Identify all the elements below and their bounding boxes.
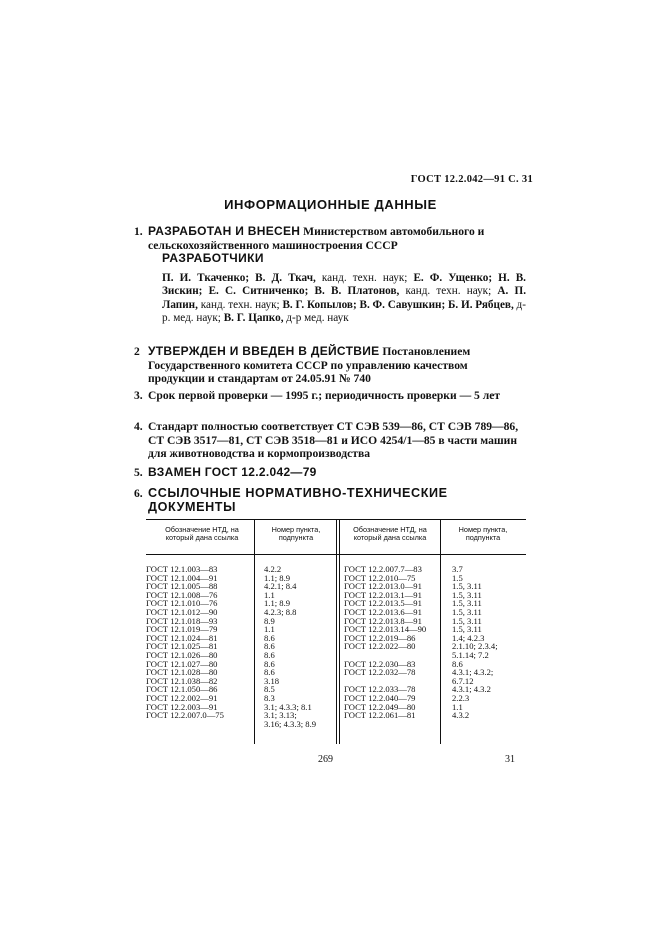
section-1 xyxy=(134,224,526,252)
point-cell: 3.1; 3.13; xyxy=(264,710,297,721)
doc-cell: ГОСТ 12.2.013.6—91 xyxy=(344,606,422,617)
doc-cell: ГОСТ 12.2.010—75 xyxy=(344,572,416,583)
document-code: ГОСТ 12.2.042—91 С. 31 xyxy=(410,174,533,185)
doc-cell: ГОСТ 12.1.003—83 xyxy=(146,564,218,574)
point-cell: 1.1; 8.9 xyxy=(264,598,291,609)
point-cell: 5.1.14; 7.2 xyxy=(452,649,489,660)
doc-cell: ГОСТ 12.2.019—86 xyxy=(344,632,416,643)
doc-cell: ГОСТ 12.2.033—78 xyxy=(344,684,416,695)
developer-names: А. П. Лапин, xyxy=(162,285,526,311)
header-point-left: Номер пункта, подпункта xyxy=(271,525,321,542)
point-cell: 4.3.2 xyxy=(452,710,470,721)
developer-names: В. Г. Цапко, xyxy=(223,312,284,325)
doc-cell: ГОСТ 12.1.050—86 xyxy=(146,684,218,695)
doc-cell: ГОСТ 12.2.002—91 xyxy=(146,692,218,703)
section-number: 5. xyxy=(134,466,143,479)
point-cell: 4.3.1; 4.3.2; xyxy=(452,667,494,678)
point-cell: 4.2.2 xyxy=(264,564,282,574)
doc-cell: ГОСТ 12.1.008—76 xyxy=(146,589,218,600)
left-points-column xyxy=(264,565,316,728)
left-docs-column xyxy=(146,565,224,728)
doc-cell: ГОСТ 12.2.007.7—83 xyxy=(344,564,422,574)
point-cell: 4.3.1; 4.3.2 xyxy=(452,684,491,695)
section-5 xyxy=(134,465,526,480)
point-cell: 2.2.3 xyxy=(452,692,470,703)
developer-degree: д-р. мед. наук; xyxy=(162,298,526,325)
section-number: 1. xyxy=(134,225,143,238)
point-cell: 3.18 xyxy=(264,675,280,686)
page-number-right: 31 xyxy=(505,754,515,765)
doc-cell: ГОСТ 12.2.013.5—91 xyxy=(344,598,422,609)
doc-cell: ГОСТ 12.1.038—82 xyxy=(146,675,218,686)
developer-names: В. Г. Копылов; В. Ф. Савушкин; Б. И. Рябцев, xyxy=(282,298,514,311)
doc-cell: ГОСТ 12.1.028—80 xyxy=(146,667,218,678)
doc-cell: ГОСТ 12.1.010—76 xyxy=(146,598,218,609)
point-cell: 1.5, 3.11 xyxy=(452,581,482,592)
developers-list xyxy=(162,272,526,326)
point-cell: 8.6 xyxy=(264,658,275,669)
doc-cell: ГОСТ 12.2.013.1—91 xyxy=(344,589,422,600)
page-number-center: 269 xyxy=(318,754,333,765)
point-cell: 1.5, 3.11 xyxy=(452,606,482,617)
point-cell: 3.1; 4.3.3; 8.1 xyxy=(264,701,312,712)
point-cell: 1.5 xyxy=(452,572,463,583)
section-heading: РАЗРАБОТАН И ВНЕСЕН xyxy=(148,224,301,238)
point-cell: 1.5, 3.11 xyxy=(452,615,482,626)
doc-cell: ГОСТ 12.2.061—81 xyxy=(344,710,416,721)
doc-cell: ГОСТ 12.2.013.8—91 xyxy=(344,615,422,626)
doc-cell: ГОСТ 12.2.007.0—75 xyxy=(146,710,224,721)
header-point-right: Номер пункта, подпункта xyxy=(458,525,508,542)
section-2 xyxy=(134,344,526,386)
point-cell: 2.1.10; 2.3.4; xyxy=(452,641,498,652)
section-6 xyxy=(134,486,526,514)
point-cell: 8.6 xyxy=(452,658,463,669)
header-doc-right: Обозначение НТД, на который дана ссылка xyxy=(353,525,427,542)
developer-degree: канд. техн. наук; xyxy=(399,285,498,298)
doc-cell: ГОСТ 12.2.032—78 xyxy=(344,667,416,678)
doc-cell: ГОСТ 12.2.030—83 xyxy=(344,658,416,669)
section-text: Постановлением Государственного комитета СССР по управлению качеством продукции и стандартам от 24.05.91 № 740 xyxy=(148,345,471,386)
developer-degree: канд. техн. наук; xyxy=(197,298,283,311)
point-cell: 4.2.1; 8.4 xyxy=(264,581,297,592)
point-cell: 8.5 xyxy=(264,684,275,695)
header-doc-left: Обозначение НТД, на который дана ссылка xyxy=(165,525,239,542)
doc-cell: ГОСТ 12.1.026—80 xyxy=(146,649,218,660)
section-number: 4. xyxy=(134,420,143,433)
point-cell: 3.7 xyxy=(452,564,463,574)
reference-table xyxy=(146,519,526,744)
developer-degree: д-р мед. наук xyxy=(283,312,349,325)
doc-cell: ГОСТ 12.1.019—79 xyxy=(146,624,218,635)
section-number: 3. xyxy=(134,389,143,402)
point-cell: 1.5, 3.11 xyxy=(452,598,482,609)
section-text: Срок первой проверки — 1995 г.; периодичность проверки — 5 лет xyxy=(148,389,501,402)
doc-cell: ГОСТ 12.1.005—88 xyxy=(146,581,218,592)
section-3 xyxy=(134,389,526,403)
doc-cell: ГОСТ 12.2.003—91 xyxy=(146,701,218,712)
right-points-column xyxy=(452,565,498,728)
right-docs-column xyxy=(344,565,426,728)
point-cell: 8.6 xyxy=(264,641,275,652)
doc-cell: ГОСТ 12.1.024—81 xyxy=(146,632,218,643)
section-number: 6. xyxy=(134,487,143,500)
doc-cell: ГОСТ 12.1.027—80 xyxy=(146,658,218,669)
point-cell: 1.1 xyxy=(452,701,463,712)
column-divider xyxy=(254,520,255,744)
section-number: 2 xyxy=(134,345,140,358)
doc-cell xyxy=(344,720,426,729)
doc-cell: ГОСТ 12.2.049—80 xyxy=(344,701,416,712)
developer-degree: канд. техн. наук; xyxy=(315,272,414,284)
doc-cell: ГОСТ 12.2.013.0—91 xyxy=(344,581,422,592)
point-cell: 8.3 xyxy=(264,692,275,703)
doc-cell: ГОСТ 12.2.040—79 xyxy=(344,692,416,703)
doc-cell xyxy=(146,720,224,729)
point-cell: 1.1 xyxy=(264,624,275,635)
point-cell: 1.1 xyxy=(264,589,275,600)
section-heading: ВЗАМЕН ГОСТ 12.2.042—79 xyxy=(148,465,317,479)
point-cell: 1.5, 3.11 xyxy=(452,624,482,635)
doc-cell: ГОСТ 12.1.012—90 xyxy=(146,606,218,617)
point-cell: 4.2.3; 8.8 xyxy=(264,606,297,617)
doc-cell: ГОСТ 12.1.004—91 xyxy=(146,572,218,583)
point-cell: 6.7.12 xyxy=(452,675,474,686)
section-heading: УТВЕРЖДЕН И ВВЕДЕН В ДЕЙСТВИЕ xyxy=(148,344,380,358)
developer-names: П. И. Ткаченко; В. Д. Ткач, xyxy=(162,272,316,284)
section-4 xyxy=(134,420,526,461)
developers-heading: РАЗРАБОТЧИКИ xyxy=(162,251,264,265)
doc-cell: ГОСТ 12.1.018—93 xyxy=(146,615,218,626)
section-text: Министерством автомобильного и сельскохозяйственного машиностроения СССР xyxy=(148,225,485,252)
point-cell: 1.1; 8.9 xyxy=(264,572,291,583)
point-cell: 3.16; 4.3.3; 8.9 xyxy=(264,718,317,729)
point-cell: 8.6 xyxy=(264,632,275,643)
point-cell: 8.6 xyxy=(264,667,275,678)
section-heading: ССЫЛОЧНЫЕ НОРМАТИВНО-ТЕХНИЧЕСКИЕ ДОКУМЕНТЫ xyxy=(148,486,448,514)
developer-names: Е. Ф. Ущенко; Н. В. Зискин; Е. С. Ситниченко; В. В. Платонов, xyxy=(162,272,526,298)
doc-cell: ГОСТ 12.1.025—81 xyxy=(146,641,218,652)
point-cell: 1.4; 4.2.3 xyxy=(452,632,485,643)
doc-cell: ГОСТ 12.2.022—80 xyxy=(344,641,416,652)
info-title: ИНФОРМАЦИОННЫЕ ДАННЫЕ xyxy=(224,197,437,212)
doc-cell: ГОСТ 12.2.013.14—90 xyxy=(344,624,427,635)
point-cell: 8.6 xyxy=(264,649,275,660)
point-cell: 8.9 xyxy=(264,615,275,626)
section-text: Стандарт полностью соответствует СТ СЭВ 539—86, СТ СЭВ 789—86, СТ СЭВ 3517—81, СТ СЭВ 3518—81 и ИСО 4254/1—85 в части машин для животноводства и кормопроизводства xyxy=(148,420,519,461)
point-cell xyxy=(452,720,498,729)
column-divider xyxy=(440,520,441,744)
column-divider-double xyxy=(336,520,340,744)
point-cell: 1.5, 3.11 xyxy=(452,589,482,600)
